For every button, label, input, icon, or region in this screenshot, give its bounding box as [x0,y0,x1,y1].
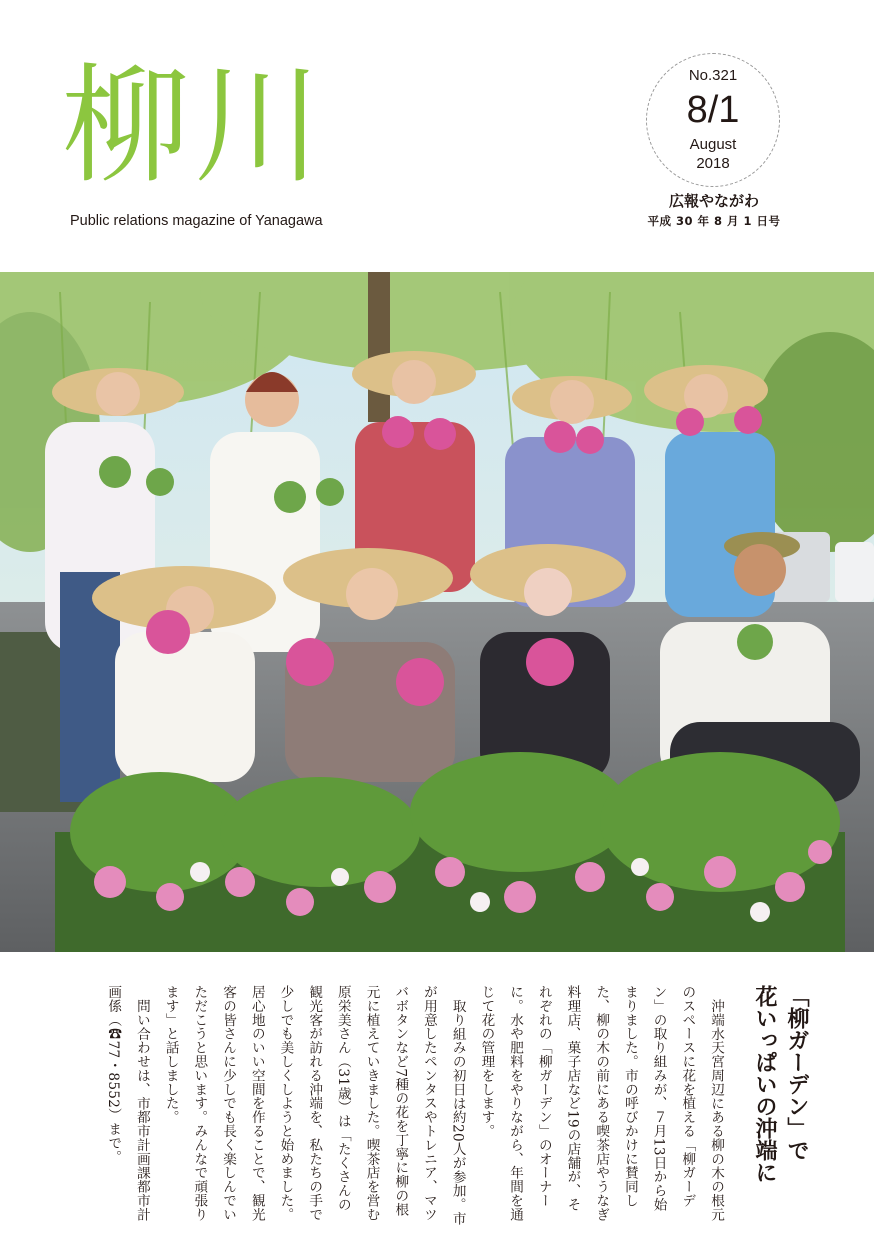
article-body [80,985,730,1225]
issue-badge [646,53,780,187]
cover-photo [0,272,874,952]
issue-date: 8/1 [686,89,740,131]
issue-year: 2018 [696,155,730,172]
masthead-title: 柳川 [62,52,327,201]
masthead-subtitle: Public relations magazine of Yanagawa [70,213,323,229]
group-photo-icon [0,272,874,952]
issue-number: No.321 [688,67,738,84]
issue-month: August [689,136,737,153]
article-title-line1: 「柳ガーデン」で [784,985,809,1161]
publication-name: 広報やながわ [668,192,759,210]
article-title-line2: 花いっぱいの沖端に [752,985,777,1183]
publication-date: 平成 30 年 8 月 1 日号 [647,214,781,228]
article-paragraph: 取り組みの初日は約20人が参加。市が用意したペンタスやトレニア、マツバボタンなど7種の花を丁寧に柳の根元に植えていきました。喫茶店を営む原栄美さん（31歳）は「たくさんの観光客が訪れる沖端を、私たちの手で少しでも美しくしようと始めました。居心地のいい空間を作ることで、観光客の皆さんに少しでも長く楽しんでいただこうと思います。みんなで頑張ります」と話しました。 [162,985,466,1225]
article-paragraph: 沖端水天宮周辺にある柳の木の根元のスペースに花を植える「柳ガーデン」の取り組みが、７月13日から始まりました。市の呼びかけに賛同した、柳の木の前にある喫茶店やうなぎ料理店、菓子店など19の店舗が、それぞれの「柳ガーデン」のオーナーに。水や肥料をやりながら、年間を通じて花の管理をします。 [478,985,724,1222]
article-paragraph: 問い合わせは、市都市計画課都市計画係（☎77・8552）まで。 [105,985,150,1221]
